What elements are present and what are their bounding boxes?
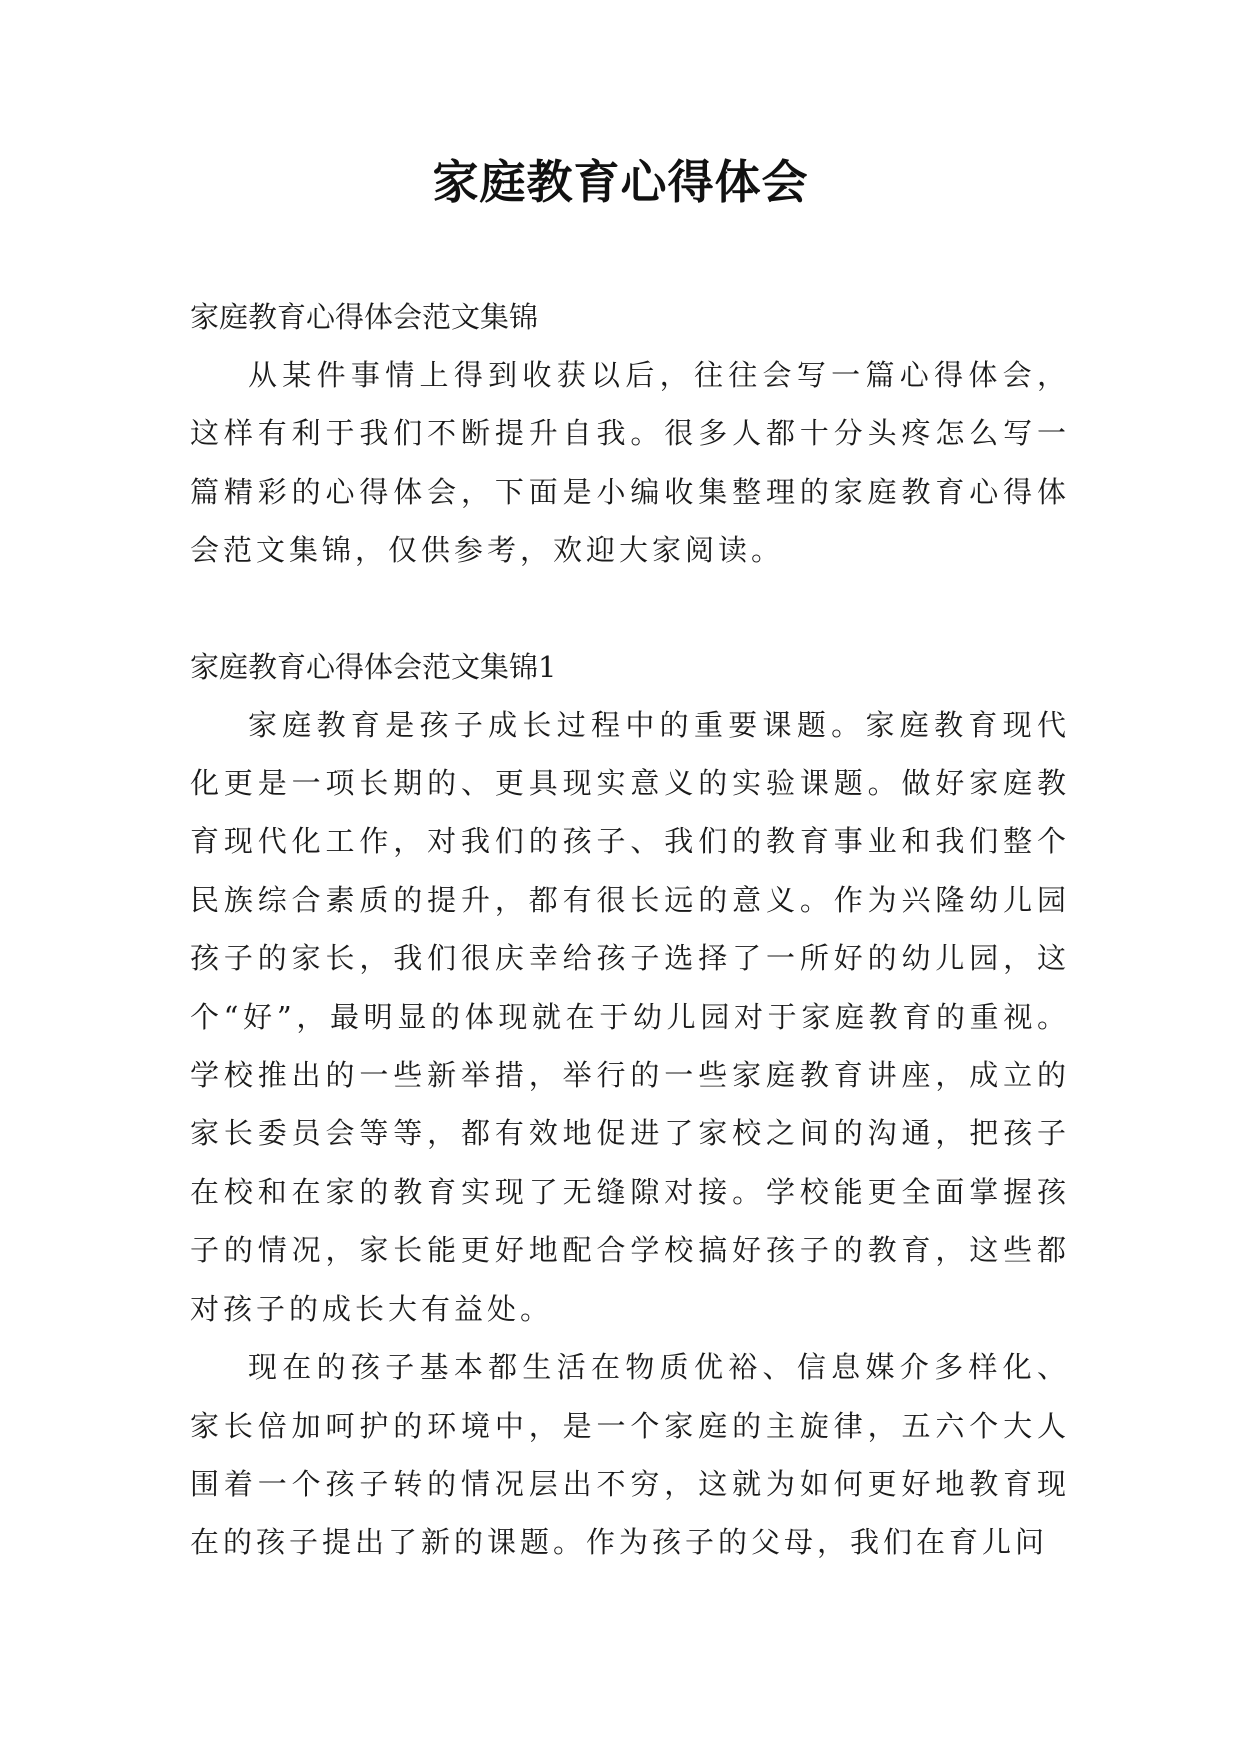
section-spacer [190,580,1070,638]
document-title: 家庭教育心得体会 [432,155,809,209]
intro-paragraph: 从某件事情上得到收获以后，往往会写一篇心得体会，这样有利于我们不断提升自我。很多人都十分头疼怎么写一篇精彩的心得体会，下面是小编收集整理的家庭教育心得体会范文集锦，仅供参考，欢迎大家阅读。 [190,358,1070,568]
body-paragraph: 现在的孩子基本都生活在物质优裕、信息媒介多样化、家长倍加呵护的环境中，是一个家庭的主旋律，五六个大人围着一个孩子转的情况层出不穷，这就为如何更好地教育现在的孩子提出了新的课题。作为孩子的父母，我们在育儿问 [190,1350,1070,1560]
document-body [190,288,1070,1572]
section-heading: 家庭教育心得体会范文集锦1 [190,649,557,684]
collection-subtitle: 家庭教育心得体会范文集锦 [190,300,539,334]
body-paragraph: 家庭教育是孩子成长过程中的重要课题。家庭教育现代化更是一项长期的、更具现实意义的实验课题。做好家庭教育现代化工作，对我们的孩子、我们的教育事业和我们整个民族综合素质的提升，都有很长远的意义。作为兴隆幼儿园孩子的家长，我们很庆幸给孩子选择了一所好的幼儿园，这个“好”，最明显的体现就在于幼儿园对于家庭教育的重视。学校推出的一些新举措，举行的一些家庭教育讲座，成立的家长委员会等等，都有效地促进了家校之间的沟通，把孩子在校和在家的教育实现了无缝隙对接。学校能更全面掌握孩子的情况，家长能更好地配合学校搞好孩子的教育，这些都对孩子的成长大有益处。 [190,707,1070,1326]
